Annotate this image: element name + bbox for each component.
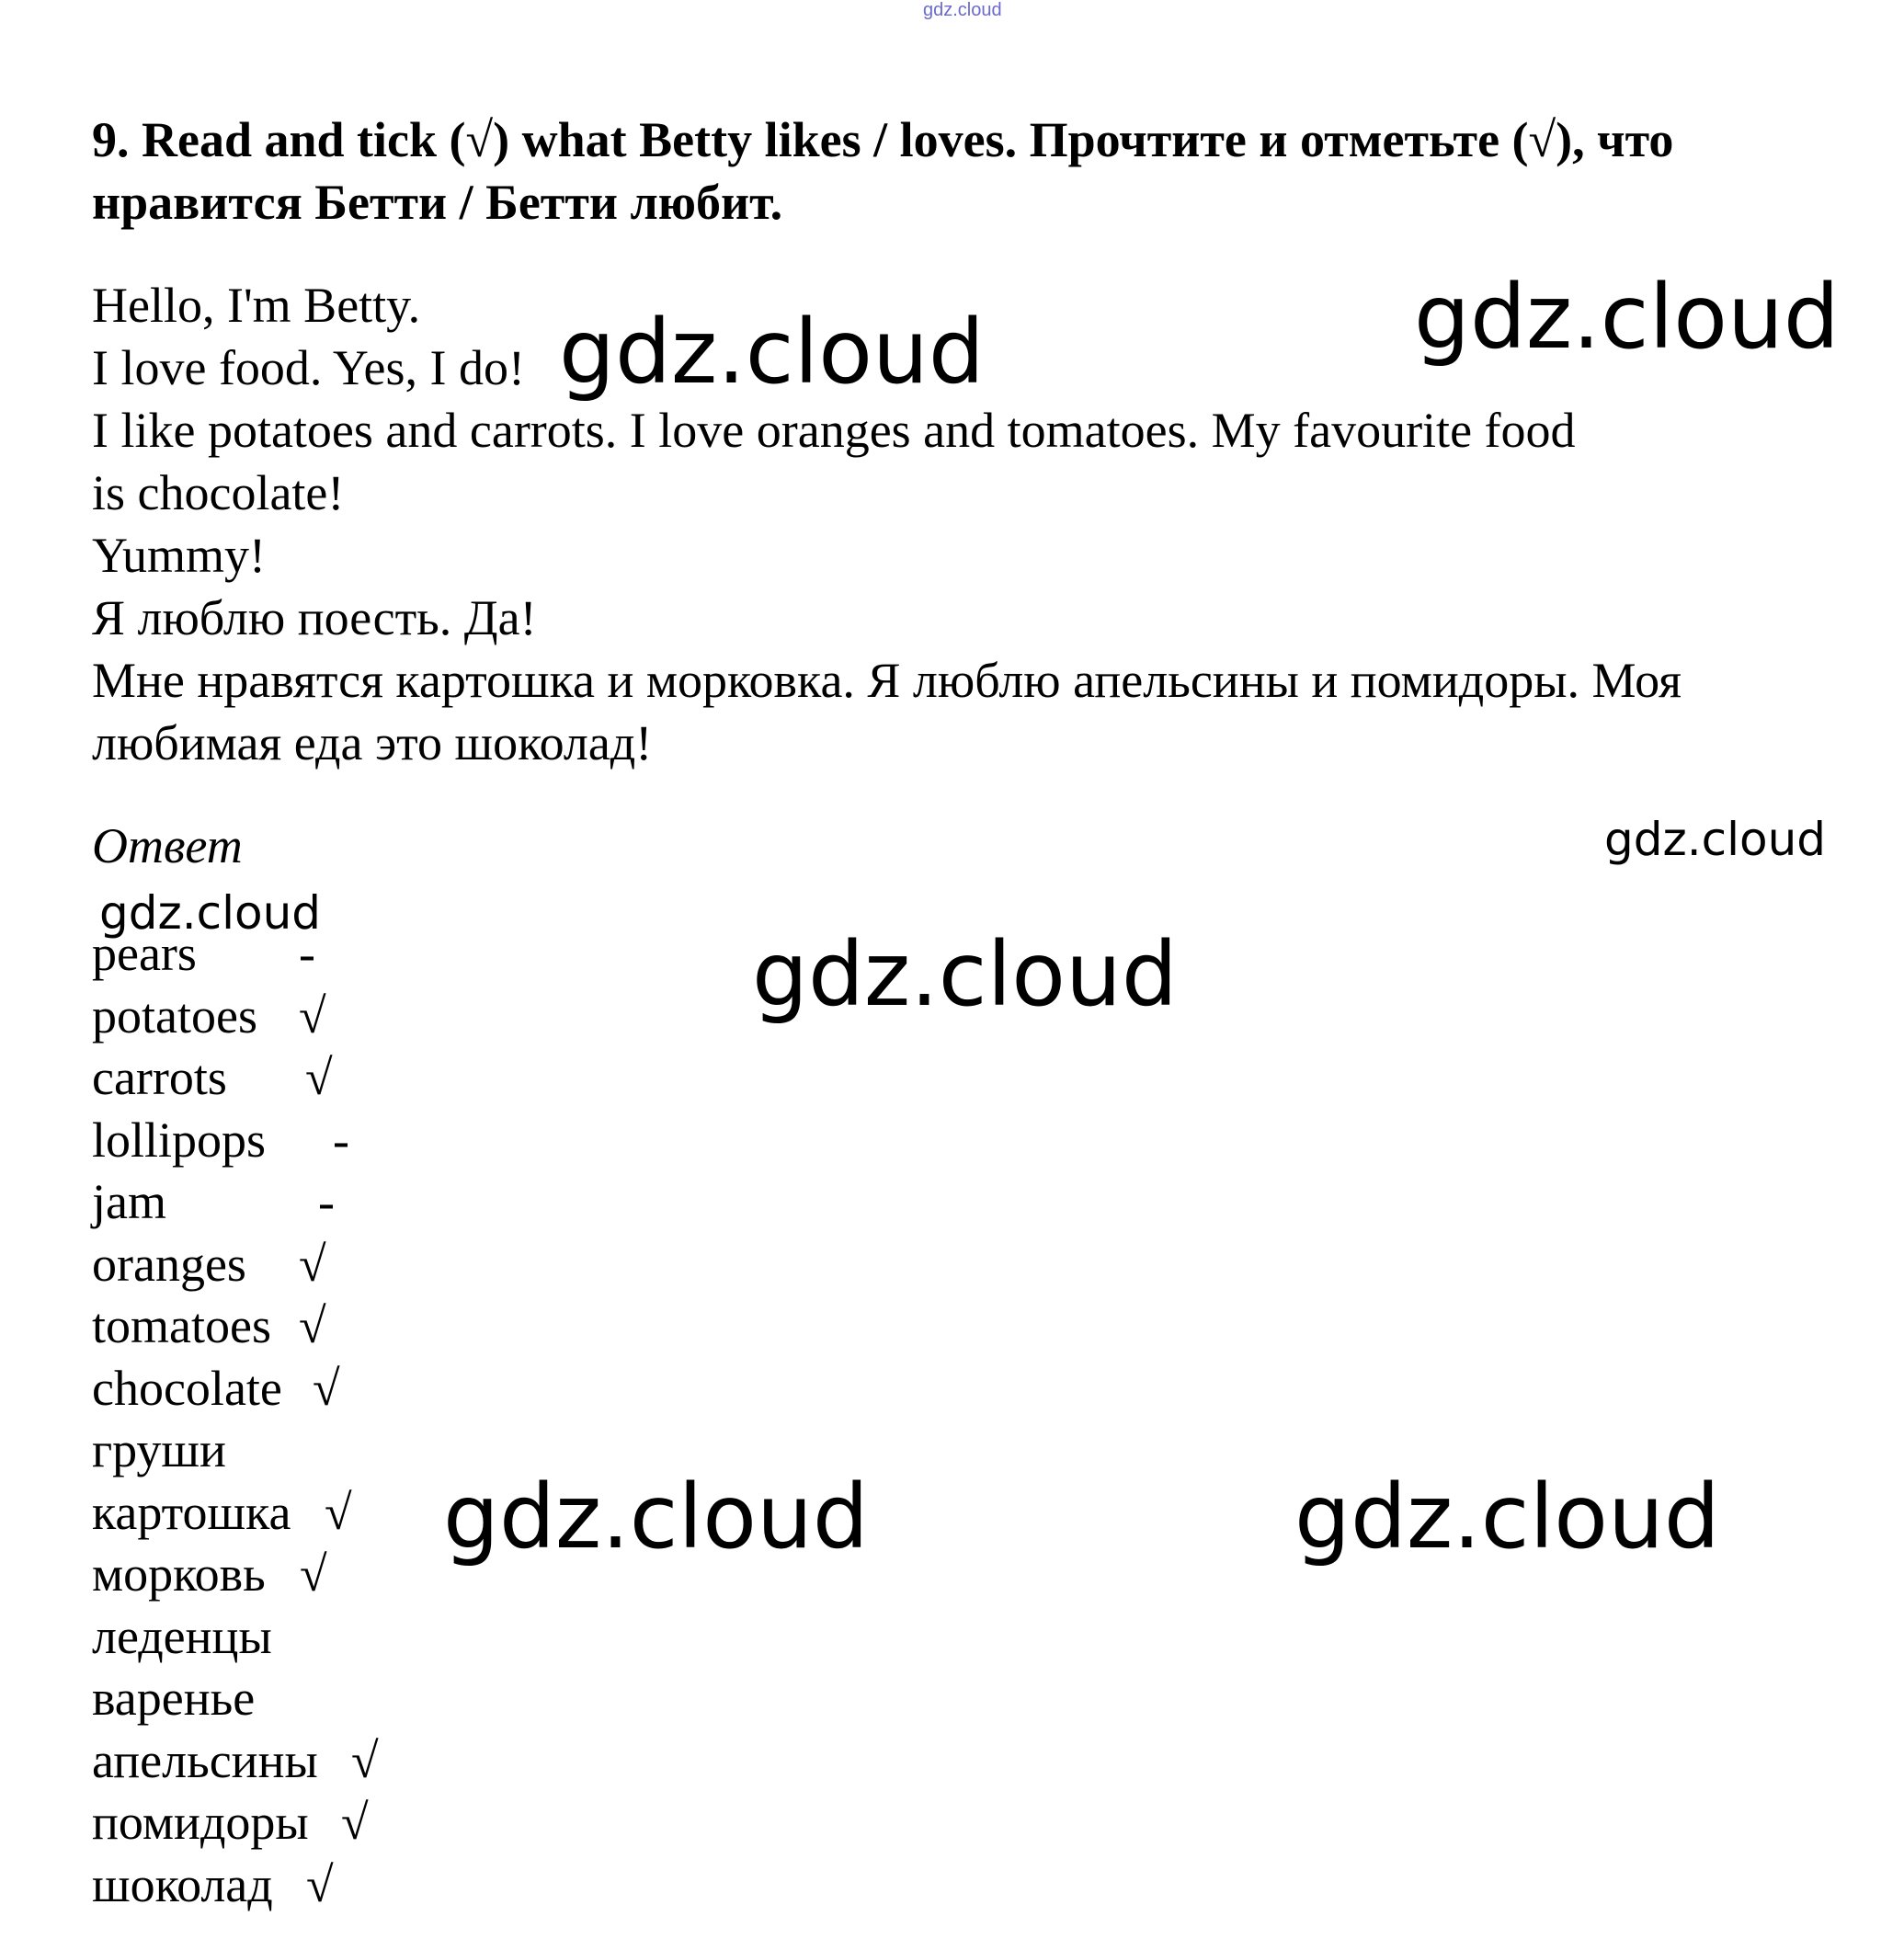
answer-word: oranges [92,1236,246,1292]
answer-item [92,1606,318,1669]
answer-list [92,923,379,1916]
answer-word: jam [92,1174,166,1229]
answer-mark: √ [300,1546,327,1602]
answer-item [92,1110,349,1172]
answer-item [92,1234,326,1296]
passage-line: Мне нравятся картошка и морковка. Я люблю апельсины и помидоры. Моя [92,653,1682,708]
answer-word: варенье [92,1671,256,1726]
passage-line: Я люблю поесть. Да! [92,590,537,645]
passage-line: Yummy! [92,528,266,583]
answer-word: помидоры [92,1795,309,1850]
answer-item [92,1420,318,1482]
answer-mark: √ [299,987,326,1044]
answer-item [92,986,326,1048]
answer-item [92,1047,333,1110]
answer-word: леденцы [92,1608,272,1664]
answer-mark: √ [341,1795,369,1850]
answer-item [92,1358,340,1420]
watermark: gdz.cloud [99,886,322,940]
answer-word: potatoes [92,987,257,1044]
passage-line: любимая еда это шоколад! [92,715,653,770]
answer-mark: √ [299,1298,326,1353]
passage-line: I like potatoes and carrots. I love oranges and tomatoes. My favourite food [92,403,1576,458]
answer-item [92,1482,352,1545]
answer-word: carrots [92,1050,227,1105]
answer-mark: - [333,1112,349,1168]
answer-mark: √ [325,1484,352,1540]
answer-item [92,1792,369,1854]
answer-word: pears [92,926,197,981]
answer-item [92,1544,327,1606]
answer-word: chocolate [92,1360,282,1416]
answer-word: картошка [92,1484,291,1540]
watermark: gdz.cloud [559,301,985,404]
answer-word: апельсины [92,1732,318,1788]
answer-word: шоколад [92,1856,273,1912]
exercise-heading: 9. Read and tick (√) what Betty likes / loves. Прочтите и отметьте (√), что нравится Бетти / Бетти любит. [92,112,1674,230]
answer-mark: - [318,1174,335,1229]
answer-mark: √ [299,1236,326,1292]
passage-line: Hello, I'm Betty. [92,278,421,333]
answer-mark: √ [351,1732,379,1788]
answer-item [92,1295,326,1358]
answer-label: Ответ [92,818,243,873]
watermark: gdz.cloud [443,1466,869,1568]
answer-item [92,1854,334,1917]
answer-item [92,1171,335,1234]
passage-line: I love food. Yes, I do! [92,340,525,395]
answer-word: морковь [92,1546,266,1602]
watermark: gdz.cloud [1294,1466,1720,1568]
answer-mark: √ [313,1360,340,1416]
answer-mark: √ [305,1050,333,1105]
watermark: gdz.cloud [752,923,1178,1026]
answer-word: lollipops [92,1112,267,1168]
answer-item [92,1668,318,1730]
answer-item [92,1730,379,1793]
answer-mark: √ [306,1856,334,1912]
watermark: gdz.cloud [1604,813,1827,866]
answer-word: tomatoes [92,1298,271,1353]
passage-line: is chocolate! [92,465,345,520]
watermark: gdz.cloud [1414,266,1840,369]
top-watermark: gdz.cloud [923,0,1002,20]
answer-mark: - [299,926,315,981]
answer-word: груши [92,1422,226,1477]
